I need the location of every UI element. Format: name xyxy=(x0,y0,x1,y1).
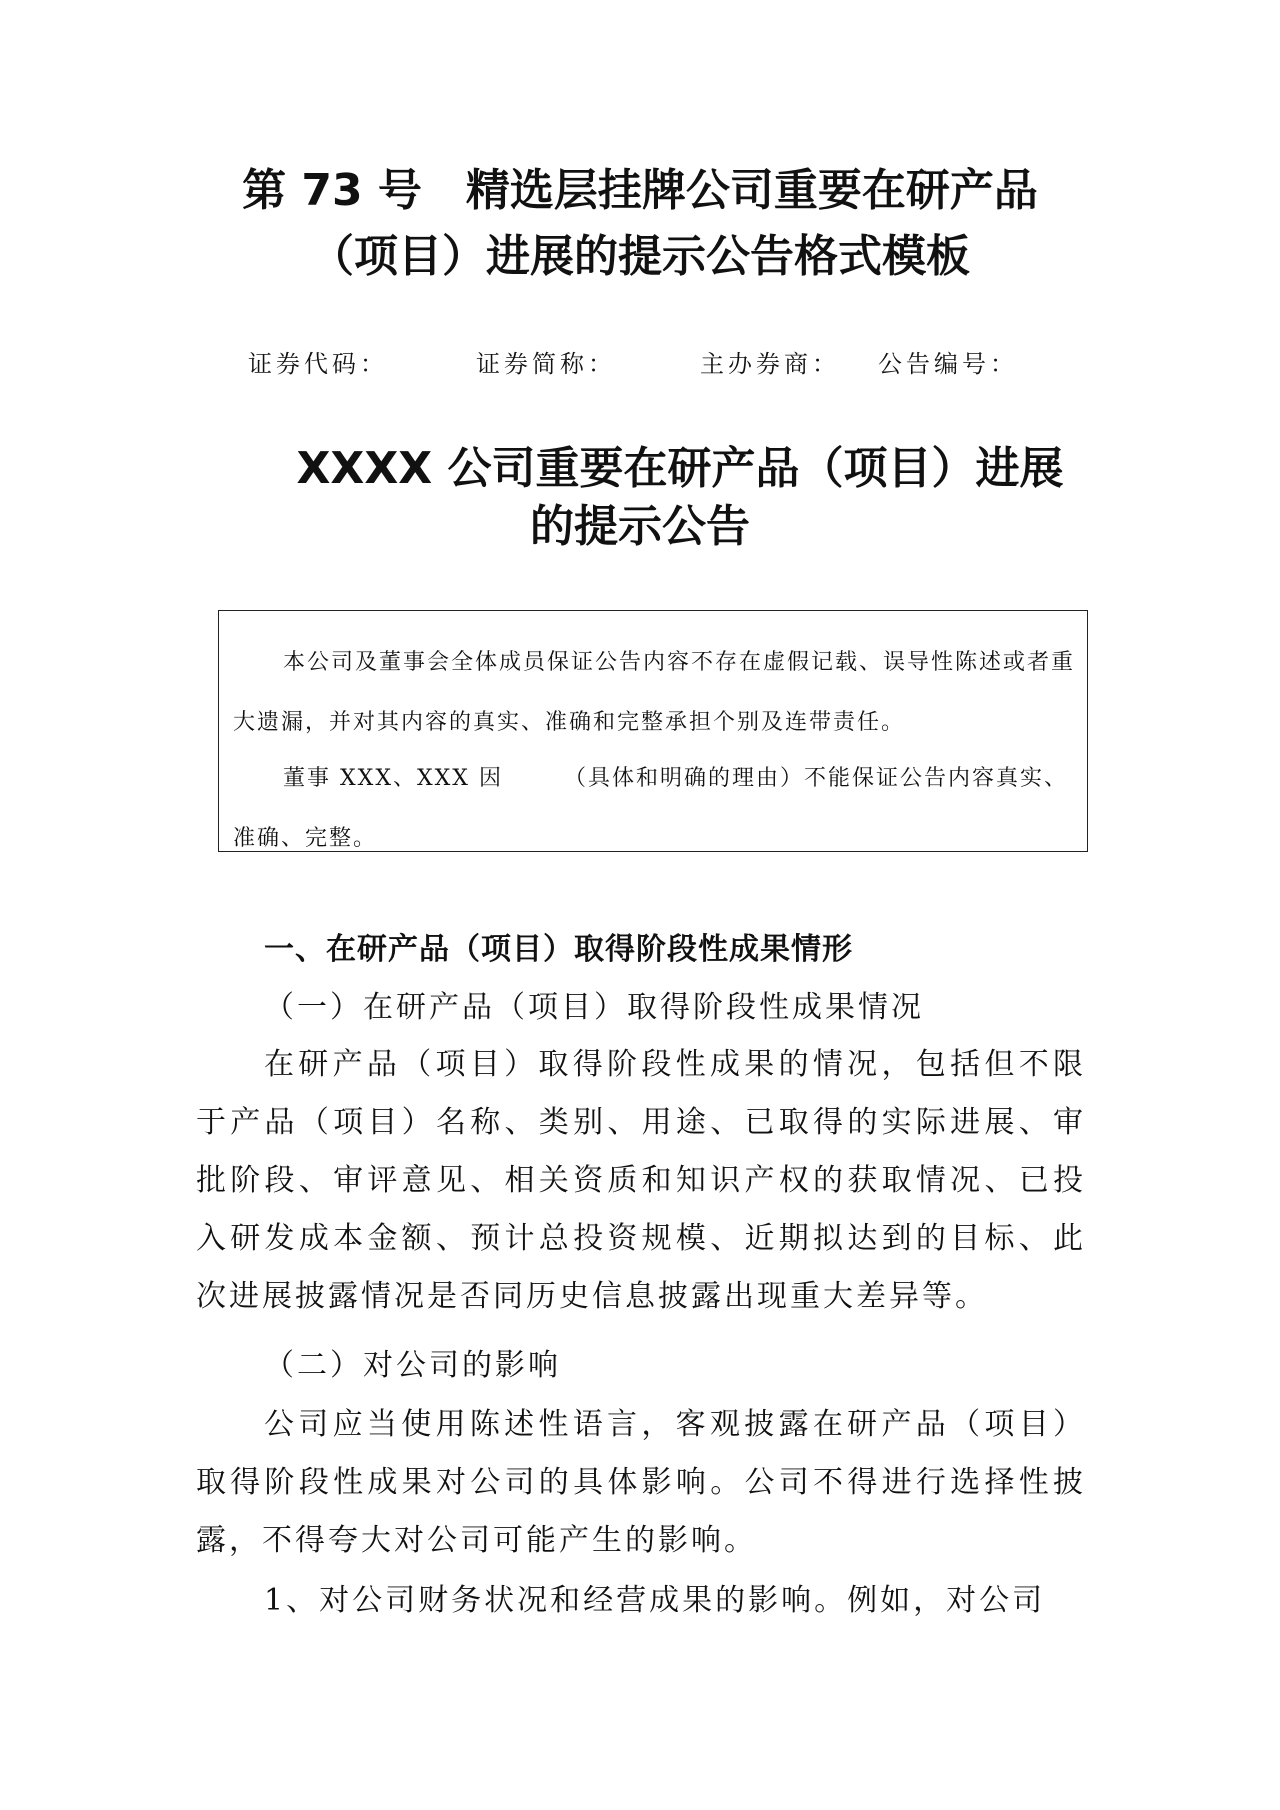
subsection-1-paragraph: 在研产品（项目）取得阶段性成果的情况，包括但不限于产品（项目）名称、类别、用途、已取得的实际进展、审批阶段、审评意见、相关资质和知识产权的获取情况、已投入研发成本金额、预计总投资规模、近期拟达到的目标、此次进展披露情况是否同历史信息披露出现重大差异等。 xyxy=(196,1047,1086,1314)
broker-label: 主办券商： xyxy=(700,350,840,378)
item-1-body xyxy=(196,1572,1086,1630)
document-title xyxy=(0,158,1280,290)
subsection-2-paragraph: 公司应当使用陈述性语言，客观披露在研产品（项目）取得阶段性成果对公司的具体影响。公司不得进行选择性披露，不得夸大对公司可能产生的影响。 xyxy=(196,1407,1086,1558)
board-guarantee-notice-box xyxy=(218,610,1088,852)
security-code-label: 证券代码： xyxy=(248,350,388,378)
announcement-number-label: 公告编号： xyxy=(878,350,1018,378)
section-heading-1: 一、在研产品（项目）取得阶段性成果情形 xyxy=(264,932,853,967)
notice-paragraph-exception: 董事 XXX、XXX 因 （具体和明确的理由）不能保证公告内容真实、准确、完整。 xyxy=(233,766,1068,851)
announcement-title-line2: 的提示公告 xyxy=(530,501,750,552)
announcement-title-line1: XXXX 公司重要在研产品（项目）进展 xyxy=(296,443,1064,494)
document-title-line1: 第 73 号 精选层挂牌公司重要在研产品 xyxy=(242,165,1038,216)
security-abbr-label: 证券简称： xyxy=(476,350,616,378)
document-title-line2: （项目）进展的提示公告格式模板 xyxy=(310,231,970,282)
item-1-paragraph: 1、对公司财务状况和经营成果的影响。例如，对公司 xyxy=(264,1583,1046,1618)
security-meta-row xyxy=(248,344,1040,380)
subsection-2-body xyxy=(196,1396,1086,1570)
notice-paragraph-guarantee: 本公司及董事会全体成员保证公告内容不存在虚假记载、误导性陈述或者重大遗漏，并对其内容的真实、准确和完整承担个别及连带责任。 xyxy=(233,650,1076,735)
subsection-heading-2: （二）对公司的影响 xyxy=(264,1348,561,1383)
subsection-heading-1: （一）在研产品（项目）取得阶段性成果情况 xyxy=(264,990,924,1025)
announcement-title xyxy=(0,440,1280,556)
subsection-1-body xyxy=(196,1036,1086,1326)
